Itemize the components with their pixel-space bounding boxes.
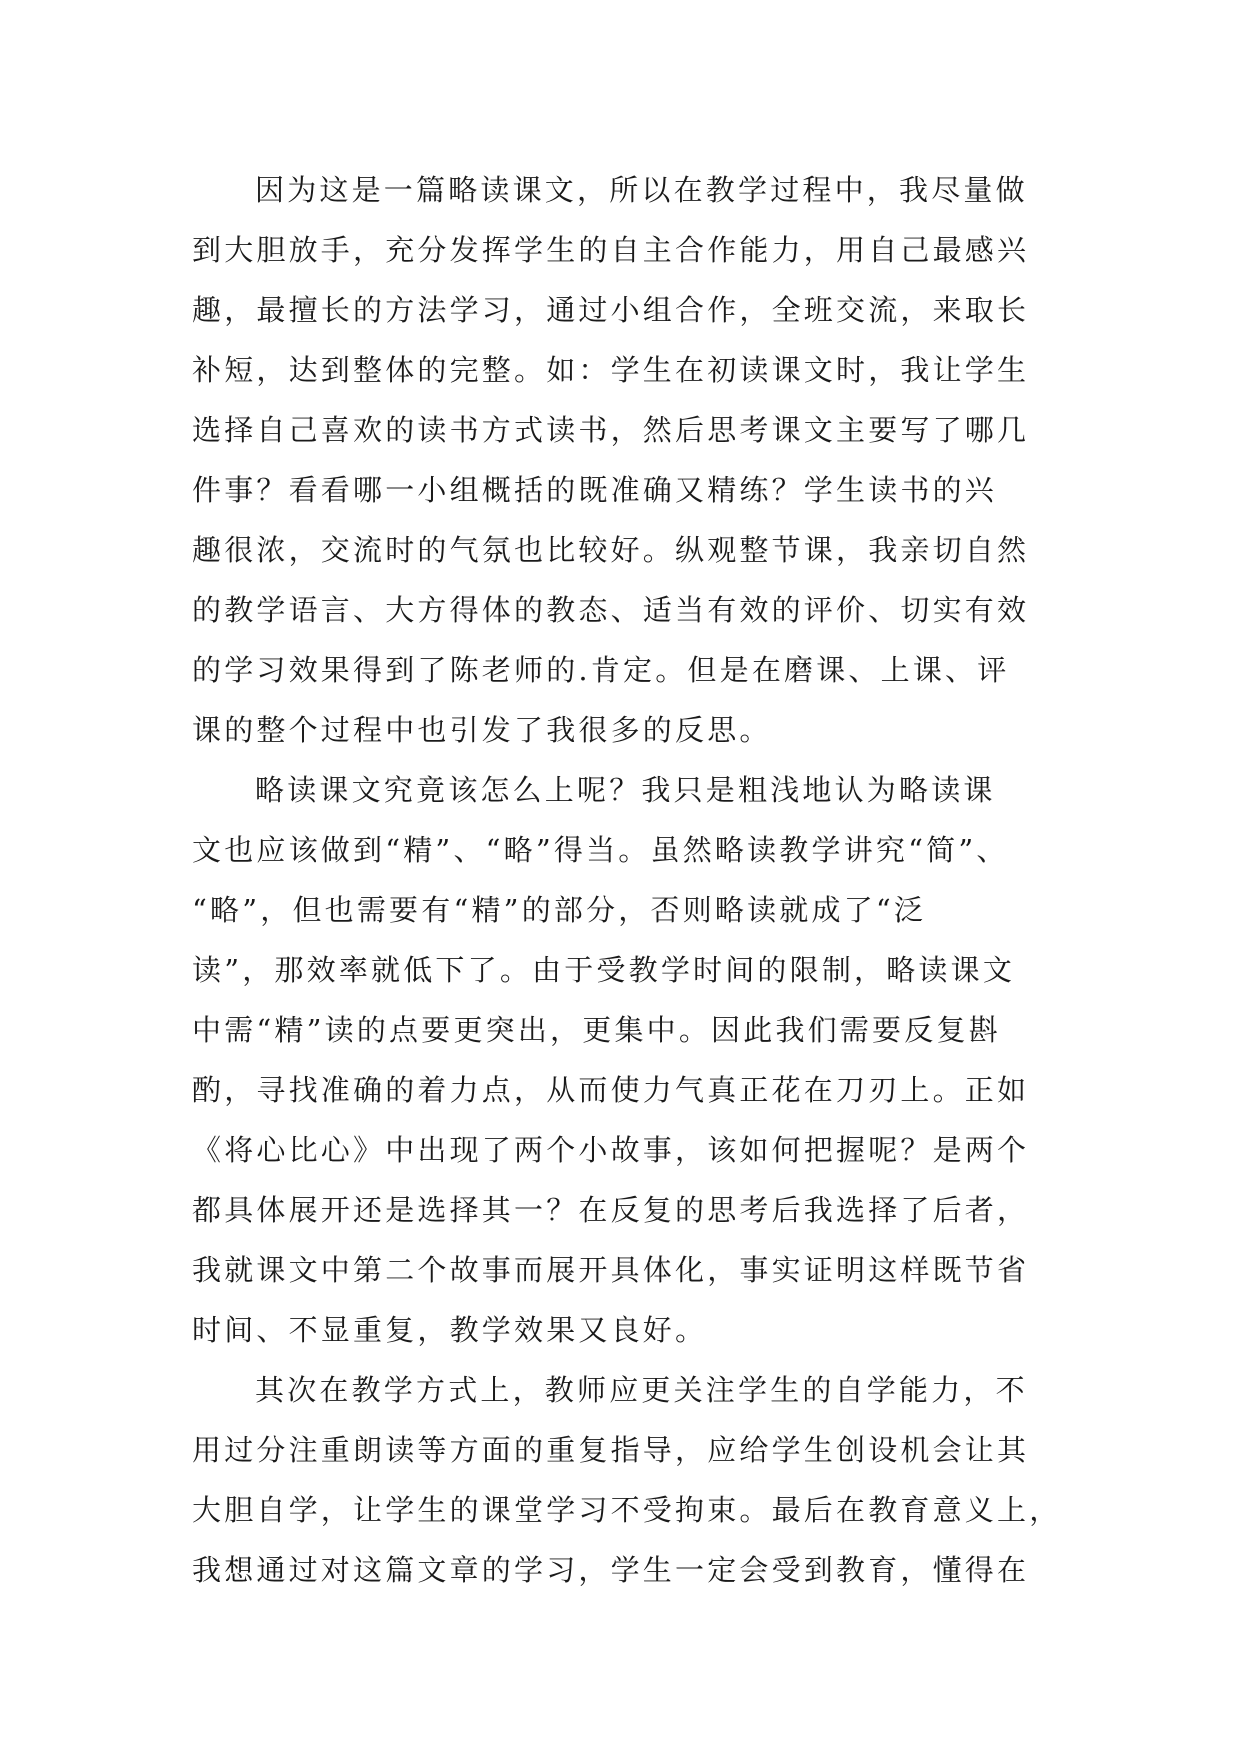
text-line: “略”，但也需要有“精”的部分，否则略读就成了“泛 — [192, 893, 927, 927]
text-line: 其次在教学方式上，教师应更关注学生的自学能力，不 — [255, 1373, 1028, 1407]
text-line: 酌，寻找准确的着力点，从而使力气真正花在刀刃上。正如 — [192, 1073, 1030, 1107]
text-line: 趣很浓，交流时的气氛也比较好。纵观整节课，我亲切自然 — [192, 533, 1030, 567]
text-line: 时间、不显重复，教学效果又良好。 — [192, 1313, 708, 1347]
text-line: 文也应该做到“精”、“略”得当。虽然略读教学讲究“简”、 — [192, 833, 1009, 867]
body-text — [192, 160, 1062, 1600]
text-line: 的学习效果得到了陈老师的.肯定。但是在磨课、上课、评 — [192, 653, 1010, 687]
text-line: 我想通过对这篇文章的学习，学生一定会受到教育，懂得在 — [192, 1553, 1030, 1587]
text-line: 中需“精”读的点要更突出，更集中。因此我们需要反复斟 — [192, 1013, 1001, 1047]
text-line: 的教学语言、大方得体的教态、适当有效的评价、切实有效 — [192, 593, 1030, 627]
text-line: 选择自己喜欢的读书方式读书，然后思考课文主要写了哪几 — [192, 413, 1030, 447]
text-line: 读”，那效率就低下了。由于受教学时间的限制，略读课文 — [192, 953, 1016, 987]
text-line: 大胆自学，让学生的课堂学习不受拘束。最后在教育意义上， — [192, 1493, 1062, 1527]
text-line: 都具体展开还是选择其一？在反复的思考后我选择了后者， — [192, 1193, 1030, 1227]
paragraph-3 — [192, 1360, 1062, 1600]
text-line: 趣，最擅长的方法学习，通过小组合作，全班交流，来取长 — [192, 293, 1030, 327]
text-line: 略读课文究竟该怎么上呢？我只是粗浅地认为略读课 — [255, 773, 996, 807]
text-line: 《将心比心》中出现了两个小故事，该如何把握呢？是两个 — [192, 1133, 1030, 1167]
text-line: 我就课文中第二个故事而展开具体化，事实证明这样既节省 — [192, 1253, 1030, 1287]
text-line: 到大胆放手，充分发挥学生的自主合作能力，用自己最感兴 — [192, 233, 1030, 267]
text-line: 课的整个过程中也引发了我很多的反思。 — [192, 713, 772, 747]
text-line: 因为这是一篇略读课文，所以在教学过程中，我尽量做 — [255, 173, 1028, 207]
text-line: 补短，达到整体的完整。如：学生在初读课文时，我让学生 — [192, 353, 1030, 387]
text-line: 件事？看看哪一小组概括的既准确又精练？学生读书的兴 — [192, 473, 998, 507]
paragraph-1 — [192, 160, 1052, 760]
paragraph-2 — [192, 760, 1052, 1360]
text-line: 用过分注重朗读等方面的重复指导，应给学生创设机会让其 — [192, 1433, 1030, 1467]
